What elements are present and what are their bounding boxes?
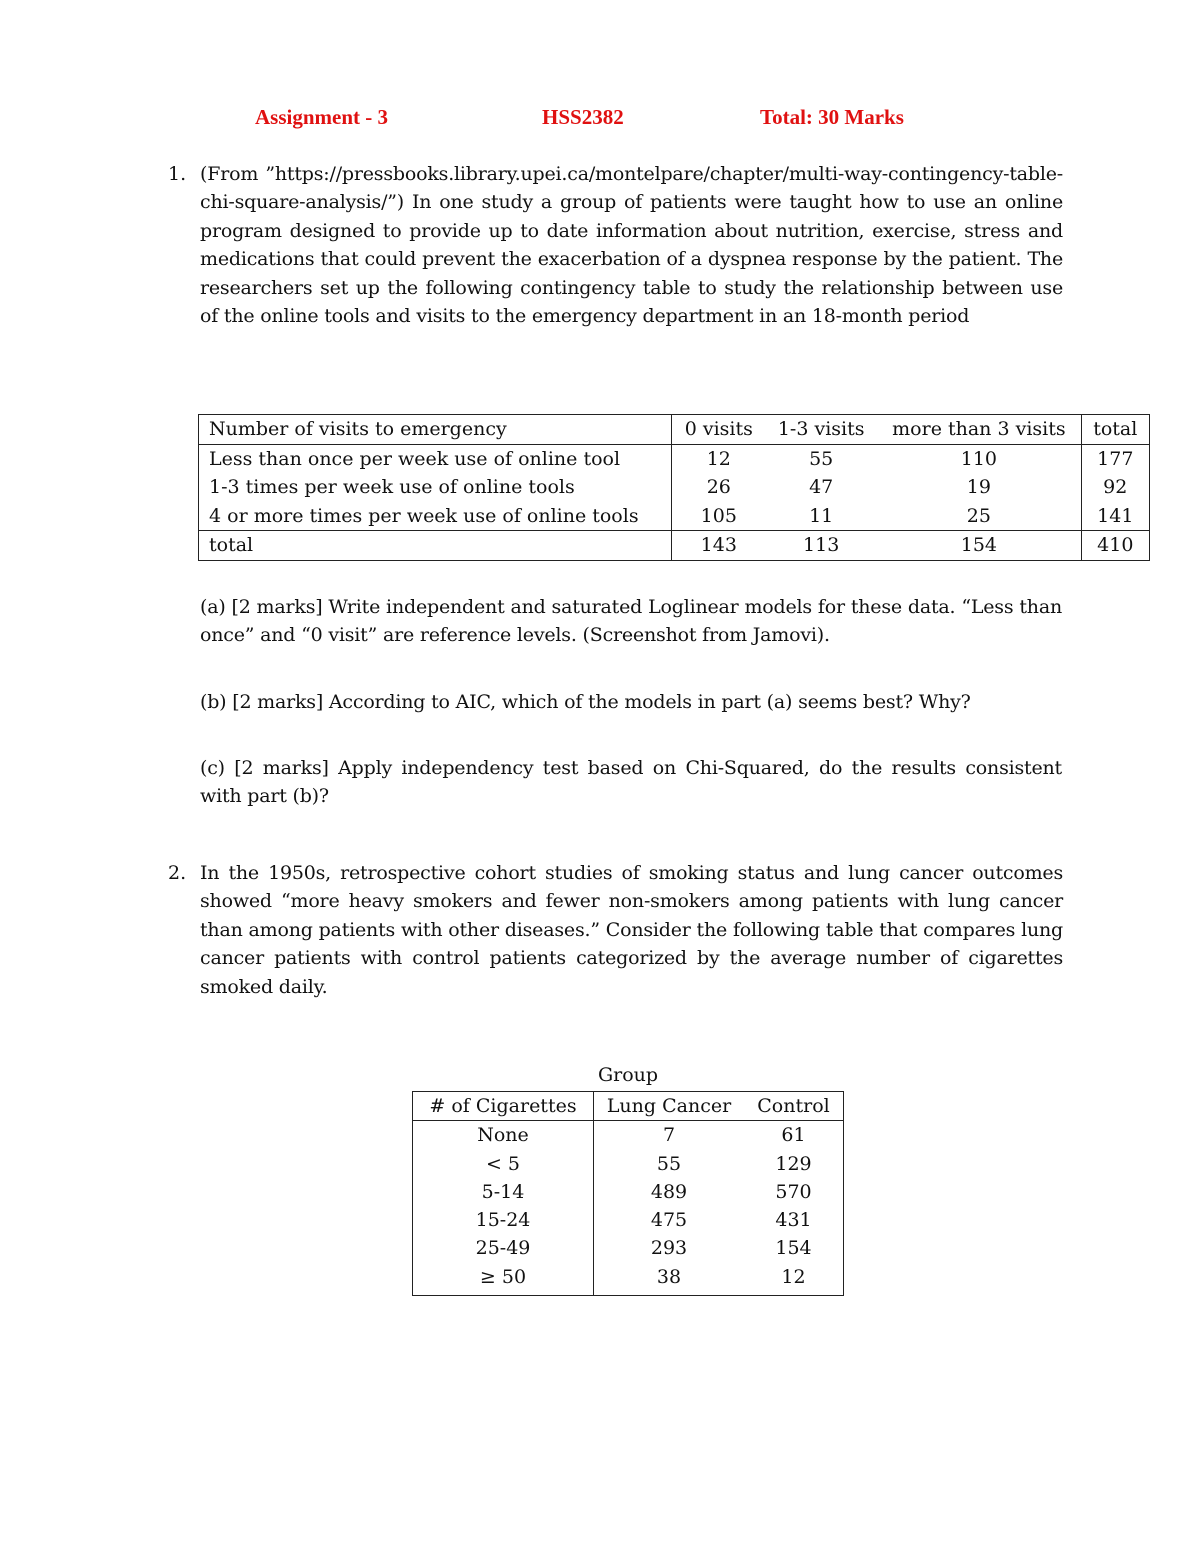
table-cell: 431 (775, 1209, 812, 1232)
question-1 (168, 160, 1063, 330)
table-cell: 293 (650, 1237, 688, 1260)
total-marks: Total: 30 Marks (760, 105, 904, 129)
table-row (413, 1178, 844, 1206)
table-header-cell: Lung Cancer (594, 1092, 745, 1121)
table-cell: 489 (650, 1180, 688, 1203)
table-cell: 25-49 (413, 1234, 594, 1262)
table-cell: Less than once per week use of online tool (199, 444, 672, 473)
table-cell: 570 (775, 1180, 812, 1203)
table-cell: 61 (781, 1124, 806, 1147)
table-cell: ≥ 50 (413, 1263, 594, 1296)
table-row (413, 1121, 844, 1150)
table-row (413, 1234, 844, 1262)
table-cell: 5-14 (413, 1178, 594, 1206)
table-header-cell: 1-3 visits (765, 415, 877, 445)
question-1-number: 1. (168, 163, 187, 185)
assignment-header (0, 105, 1200, 135)
table-cell: 19 (966, 476, 991, 498)
table-cell: total (199, 531, 672, 561)
table-cell: 38 (656, 1265, 682, 1288)
table-cell: 113 (765, 531, 877, 561)
table-cell: 105 (700, 504, 737, 527)
table-cell: 92 (1081, 473, 1149, 502)
question-1-part-a: (a) [2 marks] Write independent and saturated Loglinear models for these data. “Less than once” and “0 visit” are reference levels. (Screenshot from Jamovi). (200, 596, 1062, 647)
assignment-title: Assignment - 3 (255, 105, 389, 129)
table-cell: 12 (781, 1265, 806, 1288)
table-row (199, 502, 1150, 531)
table-cell: 110 (960, 447, 998, 470)
table-cell: 4 or more times per week use of online tools (199, 502, 672, 531)
table-cell: 55 (809, 447, 834, 470)
table-header-cell: total (1081, 415, 1149, 445)
table-cell: 154 (775, 1237, 812, 1260)
table-cell: 47 (809, 476, 834, 498)
table-caption: Group (597, 1064, 659, 1086)
table-cell: 475 (650, 1209, 688, 1232)
table-row (413, 1150, 844, 1178)
table-cell: 26 (706, 476, 731, 498)
table-cell: 7 (662, 1124, 676, 1147)
course-code: HSS2382 (542, 105, 624, 129)
question-1-part-b: (b) [2 marks] According to AIC, which of the models in part (a) seems best? Why? (200, 691, 971, 713)
table-cell: 55 (656, 1152, 682, 1175)
table-header-cell: Number of visits to emergency (199, 415, 672, 445)
table-header-cell: more than 3 visits (877, 415, 1081, 445)
question-1-text: (From ”https://pressbooks.library.upei.ca/montelpare/chapter/multi-way-contingency-table-chi-square-analysis/”) In one study a group of patients were taught how to use an online program designed to provide up to date information about nutrition, exercise, stress and medications that could prevent the exacerbation of a dyspnea response by the patient. The researchers set up the following contingency table to study the relationship between use of the online tools and visits to the emergency department in an 18-month period (200, 163, 1063, 328)
table-cell: < 5 (413, 1150, 594, 1178)
question-2-number: 2. (168, 862, 187, 884)
table-cell: 129 (775, 1152, 812, 1175)
table-row (413, 1263, 844, 1296)
table-cell: 25 (966, 504, 991, 527)
question-1-part-c: (c) [2 marks] Apply independency test based on Chi-Squared, do the results consistent with part (b)? (200, 757, 1062, 808)
table-cell: 410 (1081, 531, 1149, 561)
table-header-cell: Control (744, 1092, 844, 1121)
table-header-cell: # of Cigarettes (413, 1092, 594, 1121)
table-cell: 143 (672, 531, 765, 561)
table-cell: None (413, 1121, 594, 1150)
table-cell: 15-24 (413, 1206, 594, 1234)
cigarettes-table (412, 1091, 844, 1296)
question-2-text: In the 1950s, retrospective cohort studies of smoking status and lung cancer outcomes showed “more heavy smokers and fewer non-smokers among patients with lung cancer than among patients with other diseases.” Consider the following table that compares lung cancer patients with control patients categorized by the average number of cigarettes smoked daily. (200, 862, 1063, 998)
table-header-row (413, 1092, 844, 1121)
table-cell: 1-3 times per week use of online tools (199, 473, 672, 502)
table-cell: 12 (706, 447, 731, 470)
table-cell: 11 (809, 504, 834, 527)
table-cell: 177 (1081, 444, 1149, 473)
emergency-visits-table (198, 414, 1150, 561)
table-cell: 154 (877, 531, 1081, 561)
question-2 (168, 859, 1063, 1001)
table-cell: 141 (1081, 502, 1149, 531)
table-header-row (199, 415, 1150, 445)
table-header-cell: 0 visits (672, 415, 765, 445)
table-row (413, 1206, 844, 1234)
table-row (199, 473, 1150, 502)
table-total-row (199, 531, 1150, 561)
table-row (199, 444, 1150, 473)
